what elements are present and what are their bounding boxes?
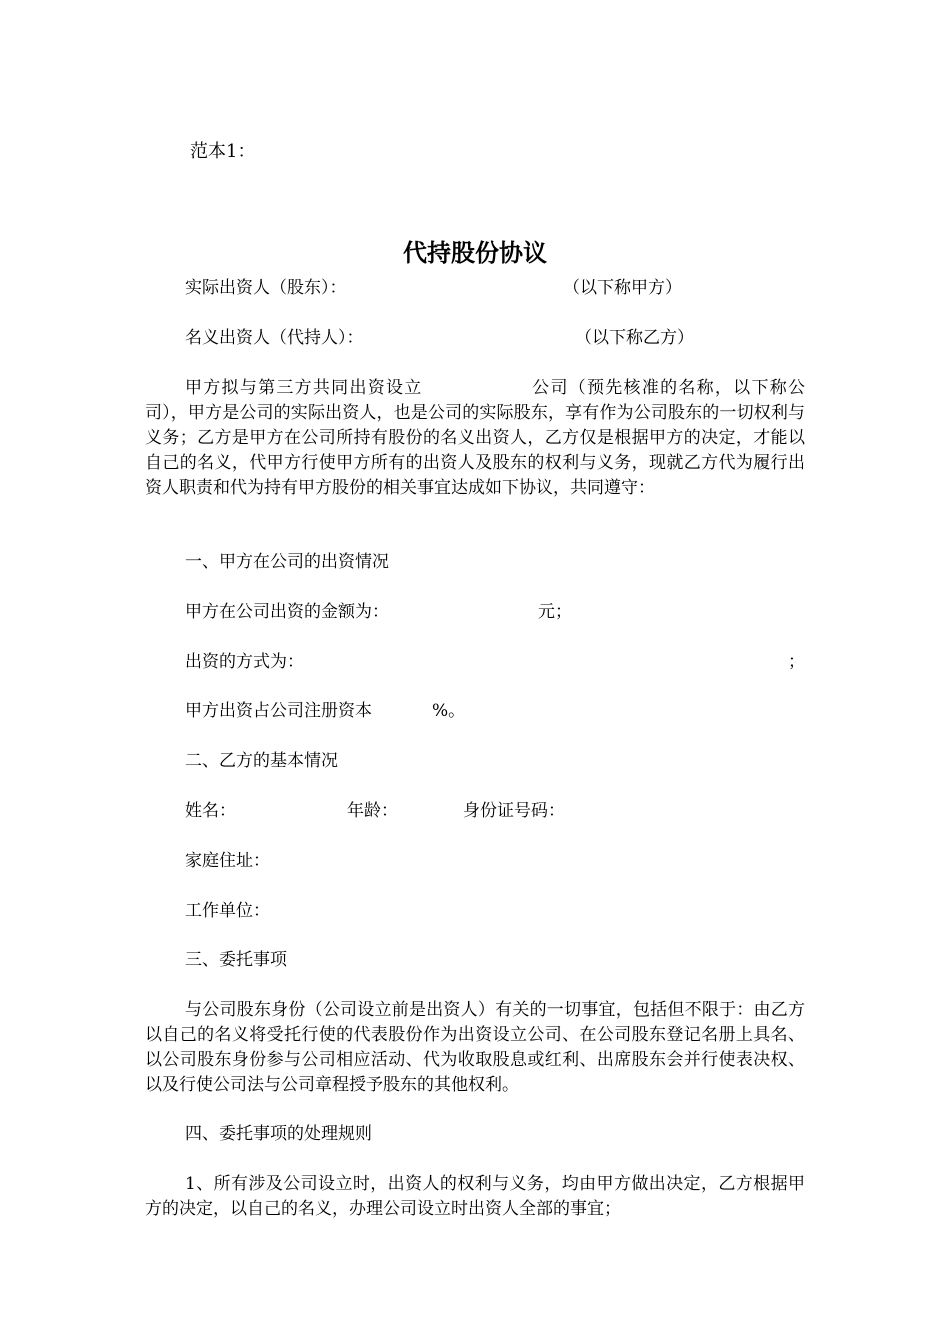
investment-ratio-label: 甲方出资占公司注册资本 — [185, 701, 372, 721]
section4-heading: 四、委托事项的处理规则 — [185, 1124, 372, 1144]
party-a-suffix: （以下称甲方） — [563, 278, 682, 298]
name-label: 姓名： — [185, 801, 236, 821]
home-address-label: 家庭住址： — [185, 851, 270, 871]
section3-paragraph: 与公司股东身份（公司设立前是出资人）有关的一切事宜，包括但不限于：由乙方以自己的名义将受托行使的代表股份作为出资设立公司、在公司股东登记名册上具名、以公司股东身份参与公司相应活动、代为收取股息或红利、出席股东会并行使表决权、以及行使公司法与公司章程授予股东的其他权利。 — [145, 1000, 805, 1095]
sample-label: 范本1： — [190, 141, 256, 162]
investment-amount-unit: 元； — [538, 602, 572, 622]
party-b-suffix: （以下称乙方） — [575, 328, 694, 348]
party-b-label: 名义出资人（代持人）： — [185, 328, 364, 348]
section2-heading: 二、乙方的基本情况 — [185, 751, 338, 771]
intro-paragraph: 甲方拟与第三方共同出资设立 公司（预先核准的名称，以下称公司），甲方是公司的实际出资人，也是公司的实际股东，享有作为公司股东的一切权利与义务；乙方是甲方在公司所持有股份的名义出资人，乙方仅是根据甲方的决定，才能以自己的名义，代甲方行使甲方所有的出资人及股东的权利与义务，现就乙方代为履行出资人职责和代为持有甲方股份的相关事宜达成如下协议，共同遵守： — [145, 378, 805, 498]
investment-method-label: 出资的方式为： — [185, 652, 304, 672]
document-title: 代持股份协议 — [403, 239, 547, 267]
party-a-label: 实际出资人（股东）： — [185, 278, 347, 298]
section1-heading: 一、甲方在公司的出资情况 — [185, 552, 389, 572]
employer-label: 工作单位： — [185, 901, 270, 921]
investment-amount-label: 甲方在公司出资的金额为： — [185, 602, 389, 622]
id-number-label: 身份证号码： — [463, 801, 565, 821]
investment-ratio-unit: %。 — [432, 701, 466, 721]
age-label: 年龄： — [347, 801, 398, 821]
investment-method-end: ； — [788, 652, 805, 672]
section3-heading: 三、委托事项 — [185, 950, 287, 970]
section4-item1: 1、所有涉及公司设立时，出资人的权利与义务，均由甲方做出决定，乙方根据甲方的决定，以自己的名义，办理公司设立时出资人全部的事宜； — [145, 1174, 805, 1219]
